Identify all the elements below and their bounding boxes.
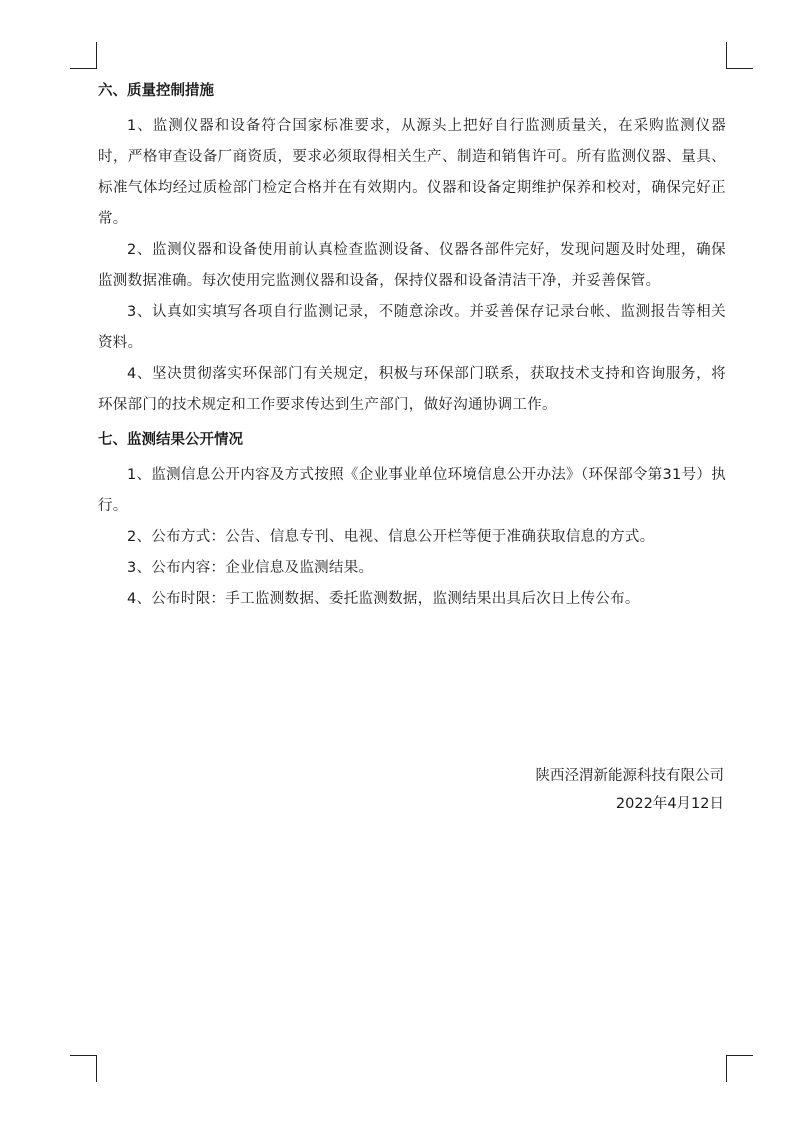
crop-mark-bottom-right [726, 1055, 753, 1082]
section-6-paragraph-2: 2、监测仪器和设备使用前认真检查监测设备、仪器各部件完好，发现问题及时处理，确保监测数据准确。每次使用完监测仪器和设备，保持仪器和设备清洁干净，并妥善保管。 [98, 242, 726, 289]
section-6-heading: 六、质量控制措施 [98, 83, 214, 99]
section-6-paragraph-1: 1、监测仪器和设备符合国家标准要求，从源头上把好自行监测质量关，在采购监测仪器时，严格审查设备厂商资质，要求必须取得相关生产、制造和销售许可。所有监测仪器、量具、标准气体均经过质检部门检定合格并在有效期内。仪器和设备定期维护保养和校对，确保完好正常。 [98, 118, 726, 227]
crop-mark-top-right [726, 42, 753, 69]
crop-mark-top-left [70, 42, 97, 69]
document-body [98, 76, 726, 615]
signature-date: 2022年4月12日 [615, 796, 724, 812]
section-6-paragraph-3: 3、认真如实填写各项自行监测记录，不随意涂改。并妥善保存记录台帐、监测报告等相关资料。 [98, 304, 726, 351]
signature-block [536, 762, 725, 818]
section-7-paragraph-2: 2、公布方式：公告、信息专刊、电视、信息公开栏等便于准确获取信息的方式。 [127, 529, 655, 545]
crop-mark-bottom-left [70, 1055, 97, 1082]
section-7-paragraph-4: 4、公布时限：手工监测数据、委托监测数据，监测结果出具后次日上传公布。 [127, 591, 640, 607]
section-7-heading: 七、监测结果公开情况 [98, 432, 243, 448]
section-6-paragraph-4: 4、坚决贯彻落实环保部门有关规定，积极与环保部门联系，获取技术支持和咨询服务，将环保部门的技术规定和工作要求传达到生产部门，做好沟通协调工作。 [98, 366, 726, 413]
section-7-paragraph-3: 3、公布内容：企业信息及监测结果。 [127, 560, 374, 576]
company-name: 陕西泾渭新能源科技有限公司 [535, 768, 724, 784]
section-7-paragraph-1: 1、监测信息公开内容及方式按照《企业事业单位环境信息公开办法》（环保部令第31号）执行。 [98, 467, 726, 514]
